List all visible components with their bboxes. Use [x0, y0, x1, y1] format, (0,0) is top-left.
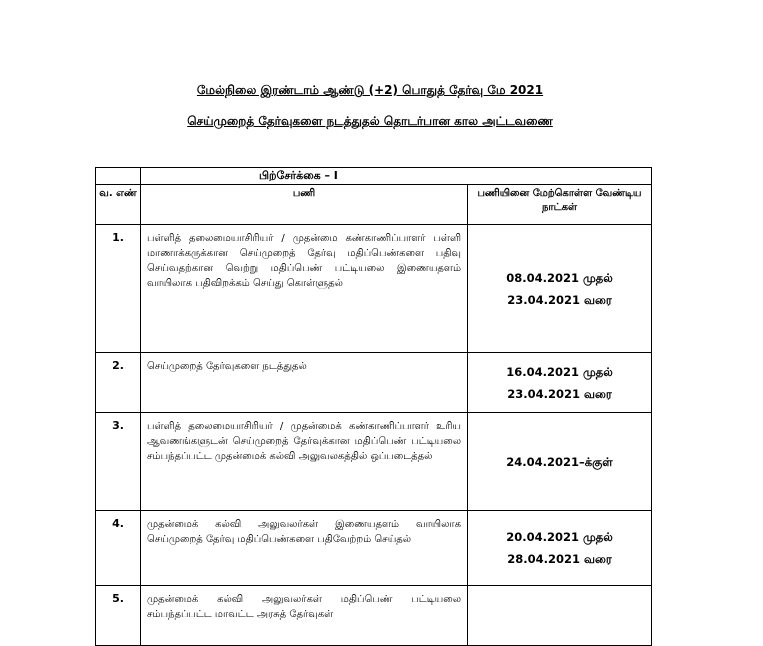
date-end: 23.04.2021 வரை: [507, 386, 612, 401]
annex-row: [96, 168, 652, 185]
row-serial: 5.: [96, 586, 141, 646]
annex-label: பிற்சேர்க்கை – I: [141, 168, 652, 185]
row-serial: 2.: [96, 353, 141, 413]
document-subtitle: செய்முறைத் தேர்வுகளை நடத்துதல் தொடர்பான கால அட்டவணை: [187, 114, 553, 128]
row-task: முதன்மைக் கல்வி அலுவலர்கள் இணையதளம் வாயிலாக செய்முறைத் தேர்வு மதிப்பெண்களை பதிவேற்றம் செய்தல்: [141, 511, 468, 586]
document-title: மேல்நிலை இரண்டாம் ஆண்டு (+2) பொதுத் தேர்வு மே 2021: [196, 83, 544, 97]
date-start: 20.04.2021 முதல்: [506, 530, 613, 544]
row-dates: [468, 413, 652, 511]
row-dates: [468, 511, 652, 586]
table-row: [96, 413, 652, 511]
row-task: முதன்மைக் கல்வி அலுவலர்கள் மதிப்பெண் பட்டியலை சம்பந்தப்பட்ட மாவட்ட அரசுத் தேர்வுகள்: [141, 586, 468, 646]
date-start: 24.04.2021–க்குள்: [506, 454, 613, 469]
date-start: 08.04.2021 முதல்: [506, 270, 613, 285]
date-start: 16.04.2021 முதல்: [506, 364, 613, 379]
row-serial: 1.: [96, 225, 141, 353]
annex-spacer: [96, 168, 141, 185]
row-serial: 3.: [96, 413, 141, 511]
date-end: 28.04.2021 வரை: [507, 552, 612, 566]
row-task: பள்ளித் தலைமையாசிரியர் / முதன்மைக் கண்காணிப்பாளர் உரிய ஆவணங்களுடன் செய்முறைத் தேர்வுக்கான மதிப்பெண் பட்டியலை சம்பந்தப்பட்ட முதன்மைக் கல்வி அலுவலகத்தில் ஒப்படைத்தல்: [141, 413, 468, 511]
table-row: [96, 353, 652, 413]
row-task: பள்ளித் தலைமையாசிரியர் / முதன்மை கண்காணிப்பாளர் பள்ளி மாணாக்கருக்கான செய்முறைத் தேர்வு மதிப்பெண்களை பதிவு செய்வதற்கான வெற்று மதிப்பெண் பட்டியலை இணையதளம் வாயிலாக பதிவிறக்கம் செய்து கொள்ளுதல்: [141, 225, 468, 353]
header-dates: பணியினை மேற்கொள்ள வேண்டிய நாட்கள்: [468, 185, 652, 225]
row-serial: 4.: [96, 511, 141, 586]
schedule-table: [95, 167, 652, 646]
row-dates: [468, 586, 652, 646]
table-row: [96, 511, 652, 586]
header-serial: வ. எண்: [96, 185, 141, 225]
row-dates: [468, 353, 652, 413]
row-task: செய்முறைத் தேர்வுகளை நடத்துதல்: [141, 353, 468, 413]
date-end: 23.04.2021 வரை: [507, 292, 612, 307]
header-task: பணி: [141, 185, 468, 225]
row-dates: [468, 225, 652, 353]
table-row: [96, 586, 652, 646]
table-row: [96, 225, 652, 353]
header-row: [96, 185, 652, 225]
